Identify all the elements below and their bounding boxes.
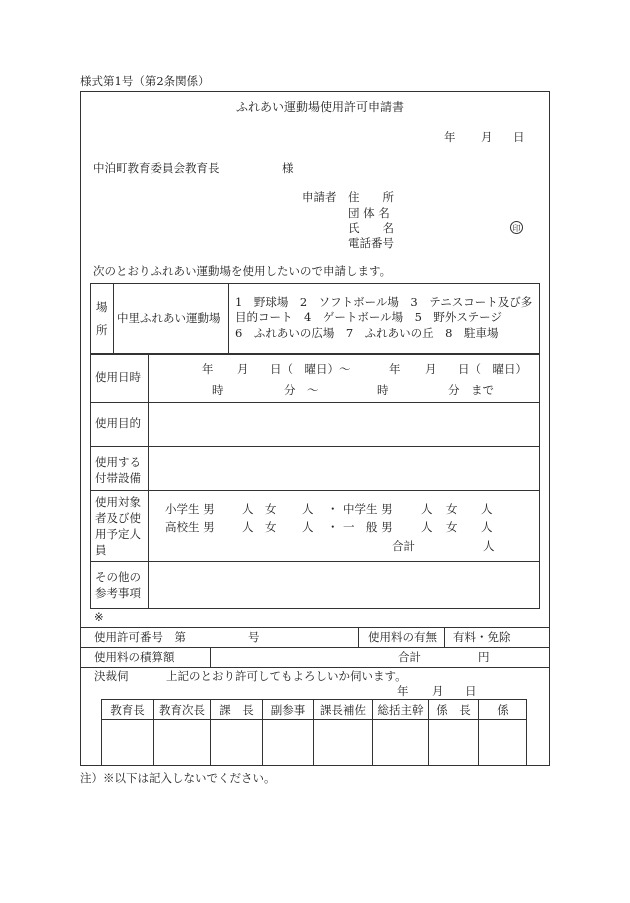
- decision-day: 日: [465, 684, 477, 698]
- place-label-2: 所: [96, 323, 108, 337]
- time-minute-to: 分 まで: [448, 383, 494, 397]
- general-women-unit: 人: [481, 520, 493, 534]
- time-minute-from: 分 ～: [284, 383, 319, 397]
- fee-total-label: 合計: [398, 650, 421, 664]
- approver-section-chief: 課 長: [219, 703, 254, 717]
- high-girls-unit: 人: [302, 520, 314, 534]
- applicant-group-label: 団 体 名: [348, 206, 390, 220]
- approver-counselor: 副参事: [270, 703, 306, 717]
- form-number: 様式第1号（第2条関係）: [80, 74, 210, 88]
- office-mark: ※: [94, 610, 104, 624]
- dates-year-to: 年: [389, 362, 401, 376]
- decision-year: 年: [397, 684, 409, 698]
- dates-label: 使用日時: [95, 370, 141, 384]
- approver-unit-chief: 係 長: [436, 703, 471, 717]
- applicant-phone-label: 電話番号: [348, 236, 394, 250]
- elementary-girls-label: 女: [265, 502, 277, 516]
- people-label: 使用対象者及び使用予定人員: [95, 495, 141, 557]
- dates-day-from: 日（ 曜日）～: [270, 362, 351, 376]
- people-total-label: 合計: [392, 539, 415, 553]
- dates-month-from: 月: [237, 362, 249, 376]
- decision-text: 上記のとおり許可してもよろしいか伺います。: [166, 669, 407, 683]
- fee-value: 有料・免除: [453, 630, 511, 644]
- high-girls-label: 女: [265, 520, 277, 534]
- facility-option-line-1: 1 野球場 2 ソフトボール場 3 テニスコート及び多: [235, 295, 533, 309]
- date-day: 日: [513, 130, 525, 144]
- permit-number-label: 使用許可番号 第: [94, 630, 186, 644]
- applicant-name-label: 氏 名: [348, 221, 394, 235]
- equipment-label: 使用する付帯設備: [95, 455, 141, 485]
- other-label: その他の参考事項: [95, 570, 141, 600]
- permit-number-suffix: 号: [248, 630, 260, 644]
- time-hour-from: 時: [212, 383, 224, 397]
- junior-boys-label: 中学生 男: [343, 502, 393, 516]
- junior-girls-unit: 人: [481, 502, 493, 516]
- applicant-address-label: 住 所: [348, 190, 394, 204]
- footer-note: 注）※以下は記入しないでください。: [80, 771, 276, 785]
- seal-stamp: 印: [510, 221, 523, 234]
- elementary-girls-unit: 人: [302, 502, 314, 516]
- dates-day-to: 日（ 曜日）: [458, 362, 527, 376]
- addressee: 中泊町教育委員会教育長: [93, 161, 220, 175]
- purpose-label: 使用目的: [95, 416, 141, 430]
- facility-option-line-2: 目的コート 4 ゲートボール場 5 野外ステージ: [235, 310, 502, 324]
- date-year: 年: [444, 130, 456, 144]
- time-hour-to: 時: [377, 383, 389, 397]
- people-total-unit: 人: [483, 539, 495, 553]
- elementary-boys-unit: 人: [242, 502, 254, 516]
- junior-boys-unit: 人: [421, 502, 433, 516]
- fee-label: 使用料の有無: [368, 630, 437, 644]
- high-boys-label: 高校生 男: [165, 520, 215, 534]
- dates-month-to: 月: [425, 362, 437, 376]
- people-separator-2: ・: [327, 520, 339, 534]
- people-separator-1: ・: [327, 502, 339, 516]
- high-boys-unit: 人: [242, 520, 254, 534]
- fee-total-unit: 円: [478, 650, 490, 664]
- dates-year-from: 年: [202, 362, 214, 376]
- approver-chief-officer: 総括主幹: [377, 703, 424, 717]
- approver-superintendent: 教育長: [110, 703, 145, 717]
- fee-calc-label: 使用料の積算額: [94, 650, 175, 664]
- general-men-unit: 人: [421, 520, 433, 534]
- addressee-sama: 様: [282, 161, 294, 175]
- date-month: 月: [481, 130, 493, 144]
- facility-name: 中里ふれあい運動場: [117, 311, 221, 325]
- place-label-1: 場: [96, 300, 108, 314]
- approver-staff: 係: [497, 703, 509, 717]
- form-title: ふれあい運動場使用許可申請書: [236, 100, 405, 114]
- approver-assistant-chief: 課長補佐: [320, 703, 366, 717]
- approver-deputy: 教育次長: [159, 703, 205, 717]
- facility-option-line-3: 6 ふれあいの広場 7 ふれあいの丘 8 駐車場: [235, 326, 499, 340]
- general-women-label: 女: [446, 520, 458, 534]
- decision-month: 月: [432, 684, 444, 698]
- intro-text: 次のとおりふれあい運動場を使用したいので申請します。: [93, 264, 392, 278]
- junior-girls-label: 女: [446, 502, 458, 516]
- decision-label: 決裁伺: [94, 669, 129, 683]
- applicant-label: 申請者: [302, 190, 337, 204]
- general-men-label: 一 般 男: [343, 520, 393, 534]
- elementary-boys-label: 小学生 男: [165, 502, 215, 516]
